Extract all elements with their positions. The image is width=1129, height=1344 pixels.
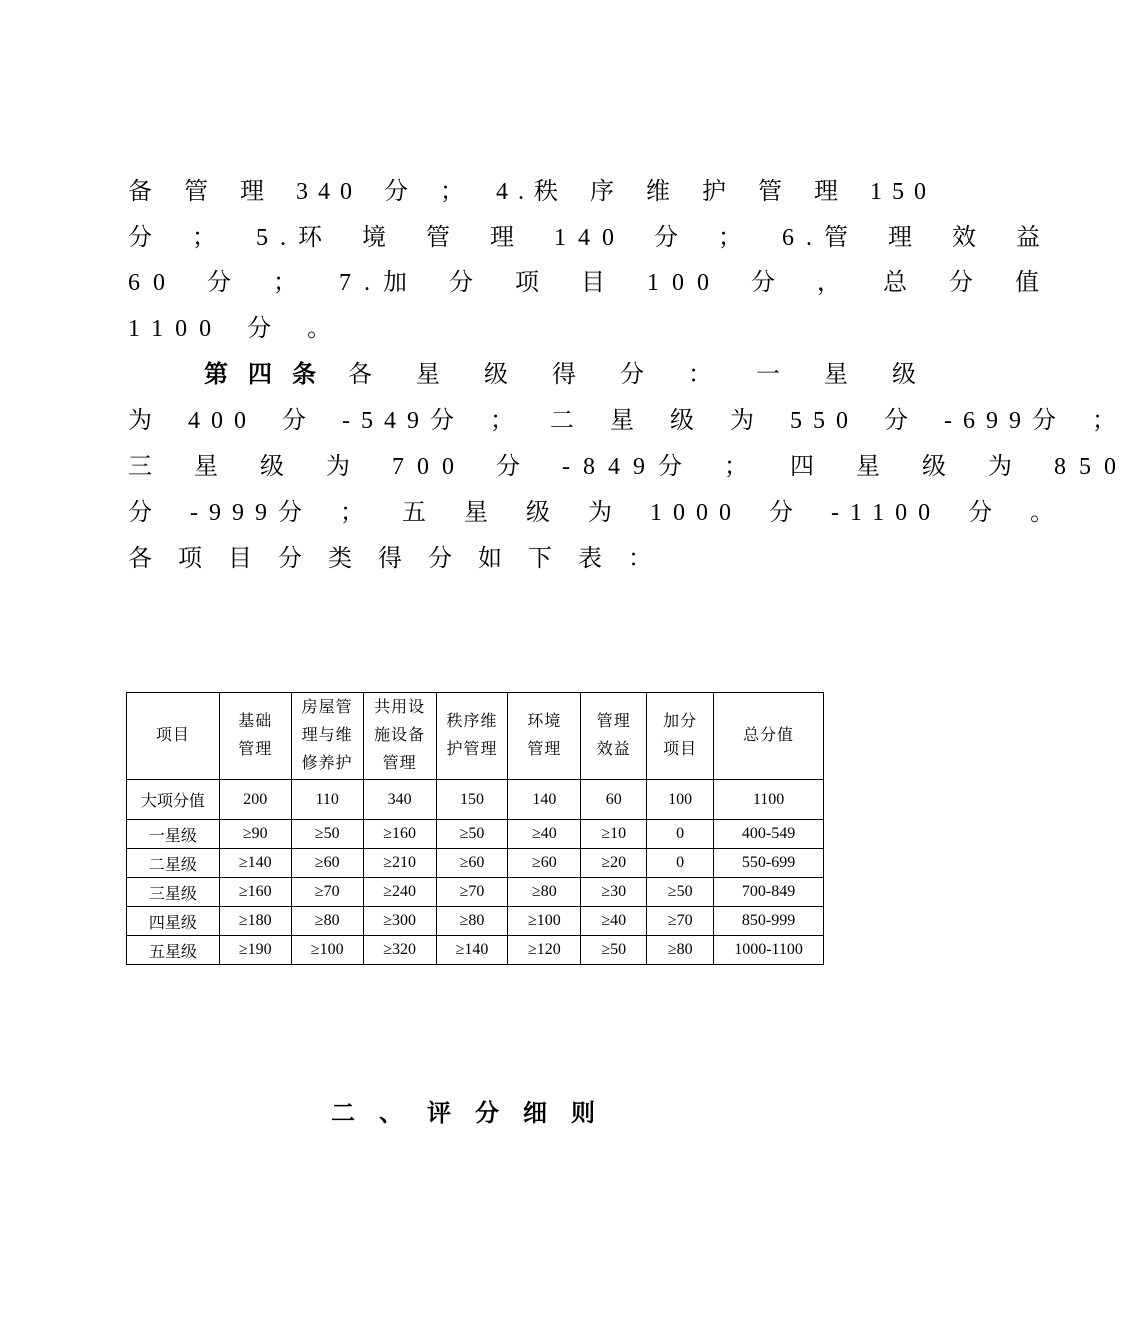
table-cell: ≥40 [581, 907, 647, 936]
table-cell: ≥70 [291, 878, 363, 907]
article4-heading: 第四条 [204, 362, 336, 388]
article4-text-1: 各 星 级 得 分 ： 一 星 级 [348, 362, 930, 388]
table-cell: 400-549 [714, 820, 824, 849]
table-cell: ≥50 [291, 820, 363, 849]
table-cell: 100 [647, 780, 714, 820]
table-row [127, 936, 824, 965]
table-cell: ≥140 [436, 936, 508, 965]
table-cell: 550-699 [714, 849, 824, 878]
table-cell: ≥80 [508, 878, 581, 907]
table-cell: ≥50 [647, 878, 714, 907]
table-cell: ≥60 [291, 849, 363, 878]
table-cell: ≥30 [581, 878, 647, 907]
table-cell: 110 [291, 780, 363, 820]
table-cell: 340 [363, 780, 436, 820]
score-table [126, 692, 824, 965]
table-header-cell [508, 693, 581, 780]
table-cell: ≥70 [647, 907, 714, 936]
row-label: 四星级 [127, 907, 220, 936]
header-text: 环境 [527, 713, 562, 730]
table-cell: ≥10 [581, 820, 647, 849]
row-label: 二星级 [127, 849, 220, 878]
header-text: 项目 [663, 741, 698, 758]
table-cell: 850-999 [714, 907, 824, 936]
paragraph-line-4: 1100 分 。 [128, 316, 344, 342]
table-cell: 1100 [714, 780, 824, 820]
table-cell: ≥190 [219, 936, 291, 965]
table-header-cell [219, 693, 291, 780]
header-text: 管理 [238, 741, 273, 758]
table-body [127, 780, 824, 965]
table-cell: ≥70 [436, 878, 508, 907]
header-text: 管理 [382, 755, 417, 772]
table-header-cell [127, 693, 220, 780]
table-row [127, 780, 824, 820]
table-cell: ≥320 [363, 936, 436, 965]
header-text: 总分值 [743, 727, 795, 744]
article4-line-1 [204, 360, 930, 390]
table-row [127, 907, 824, 936]
paragraph-line-2: 分 ； 5.环 境 管 理 140 分 ； 6.管 理 效 益 [128, 225, 1052, 251]
table-header-cell [436, 693, 508, 780]
header-text: 理与维 [301, 727, 353, 744]
header-text: 管理 [527, 741, 562, 758]
table-cell: ≥50 [581, 936, 647, 965]
header-text: 护管理 [446, 741, 498, 758]
table-header-cell [363, 693, 436, 780]
table-cell: 150 [436, 780, 508, 820]
table-cell: ≥80 [291, 907, 363, 936]
table-cell: 1000-1100 [714, 936, 824, 965]
table-cell: ≥140 [219, 849, 291, 878]
table-cell: 700-849 [714, 878, 824, 907]
table-cell: ≥50 [436, 820, 508, 849]
table-row [127, 878, 824, 907]
table-cell: ≥60 [508, 849, 581, 878]
row-label: 一星级 [127, 820, 220, 849]
header-text: 管理 [596, 713, 631, 730]
header-text: 施设备 [374, 727, 426, 744]
table-cell: ≥100 [291, 936, 363, 965]
table-cell: ≥160 [219, 878, 291, 907]
table-header-cell [647, 693, 714, 780]
header-text: 加分 [663, 713, 698, 730]
table-cell: 0 [647, 849, 714, 878]
header-text: 修养护 [301, 755, 353, 772]
article4-line-2: 为 400 分 -549分 ； 二 星 级 为 550 分 -699分 ； [128, 408, 1127, 434]
table-row [127, 849, 824, 878]
table-header-cell [714, 693, 824, 780]
table-header-cell [291, 693, 363, 780]
table-cell: ≥80 [436, 907, 508, 936]
header-text: 房屋管 [301, 699, 353, 716]
header-text: 秩序维 [446, 713, 498, 730]
row-label: 三星级 [127, 878, 220, 907]
article4-line-5: 各项目分类得分如下表： [128, 546, 678, 572]
table-cell: 0 [647, 820, 714, 849]
article4-line-3: 三 星 级 为 700 分 -849分 ； 四 星 级 为 850 [128, 454, 1129, 480]
table-header-row [127, 693, 824, 780]
table-cell: ≥180 [219, 907, 291, 936]
table-cell: ≥20 [581, 849, 647, 878]
table-header-cell [581, 693, 647, 780]
section-title: 二、评分细则 [331, 1099, 619, 1127]
row-label: 五星级 [127, 936, 220, 965]
table-cell: 200 [219, 780, 291, 820]
table-cell: ≥300 [363, 907, 436, 936]
table-cell: ≥120 [508, 936, 581, 965]
paragraph-line-1: 备 管 理 340 分 ； 4.秩 序 维 护 管 理 150 [128, 179, 936, 205]
header-text: 基础 [238, 713, 273, 730]
table-cell: ≥80 [647, 936, 714, 965]
article4-line-4: 分 -999分 ； 五 星 级 为 1000 分 -1100 分 。 [128, 500, 1066, 526]
table-cell: ≥160 [363, 820, 436, 849]
table-cell: ≥40 [508, 820, 581, 849]
table-cell: 140 [508, 780, 581, 820]
table-cell: ≥210 [363, 849, 436, 878]
table-cell: ≥100 [508, 907, 581, 936]
header-text: 效益 [596, 741, 631, 758]
table-cell: ≥90 [219, 820, 291, 849]
header-text: 共用设 [374, 699, 426, 716]
table-row [127, 820, 824, 849]
header-text: 项目 [155, 727, 190, 744]
table-cell: ≥60 [436, 849, 508, 878]
row-label: 大项分值 [127, 780, 220, 820]
table-cell: ≥240 [363, 878, 436, 907]
table-cell: 60 [581, 780, 647, 820]
paragraph-line-3: 60 分 ； 7.加 分 项 目 100 分 ， 总 分 值 [128, 270, 1052, 296]
